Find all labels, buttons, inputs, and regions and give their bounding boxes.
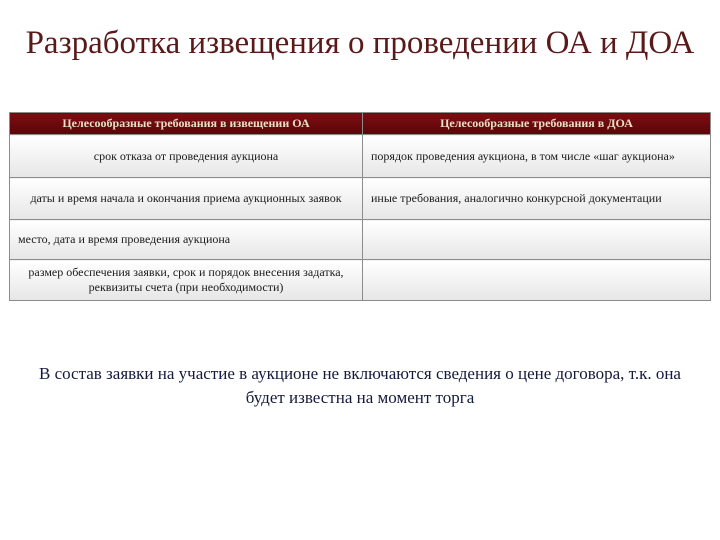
table-row — [10, 220, 711, 260]
table-row — [10, 135, 711, 178]
requirements-table — [9, 112, 711, 301]
header-doa: Целесообразные требования в ДОА — [363, 113, 711, 135]
header-oa: Целесообразные требования в извещении ОА — [10, 113, 363, 135]
table-row — [10, 178, 711, 220]
footnote: В состав заявки на участие в аукционе не включаются сведения о цене договора, т.к. она будет известна на момент торга — [39, 364, 681, 407]
table-cell — [363, 260, 711, 301]
table-cell: даты и время начала и окончания приема аукционных заявок — [10, 178, 363, 220]
table-cell: порядок проведения аукциона, в том числе «шаг аукциона» — [363, 135, 711, 178]
table-cell: срок отказа от проведения аукциона — [10, 135, 363, 178]
table-cell — [363, 220, 711, 260]
slide-title: Разработка извещения о проведении ОА и ДОА — [25, 25, 695, 61]
table-cell: иные требования, аналогично конкурсной документации — [363, 178, 711, 220]
table-row — [10, 260, 711, 301]
table-cell: место, дата и время проведения аукциона — [10, 220, 363, 260]
table-header-row — [10, 113, 711, 135]
table-cell: размер обеспечения заявки, срок и порядок внесения задатка, реквизиты счета (при необходимости) — [10, 260, 363, 301]
